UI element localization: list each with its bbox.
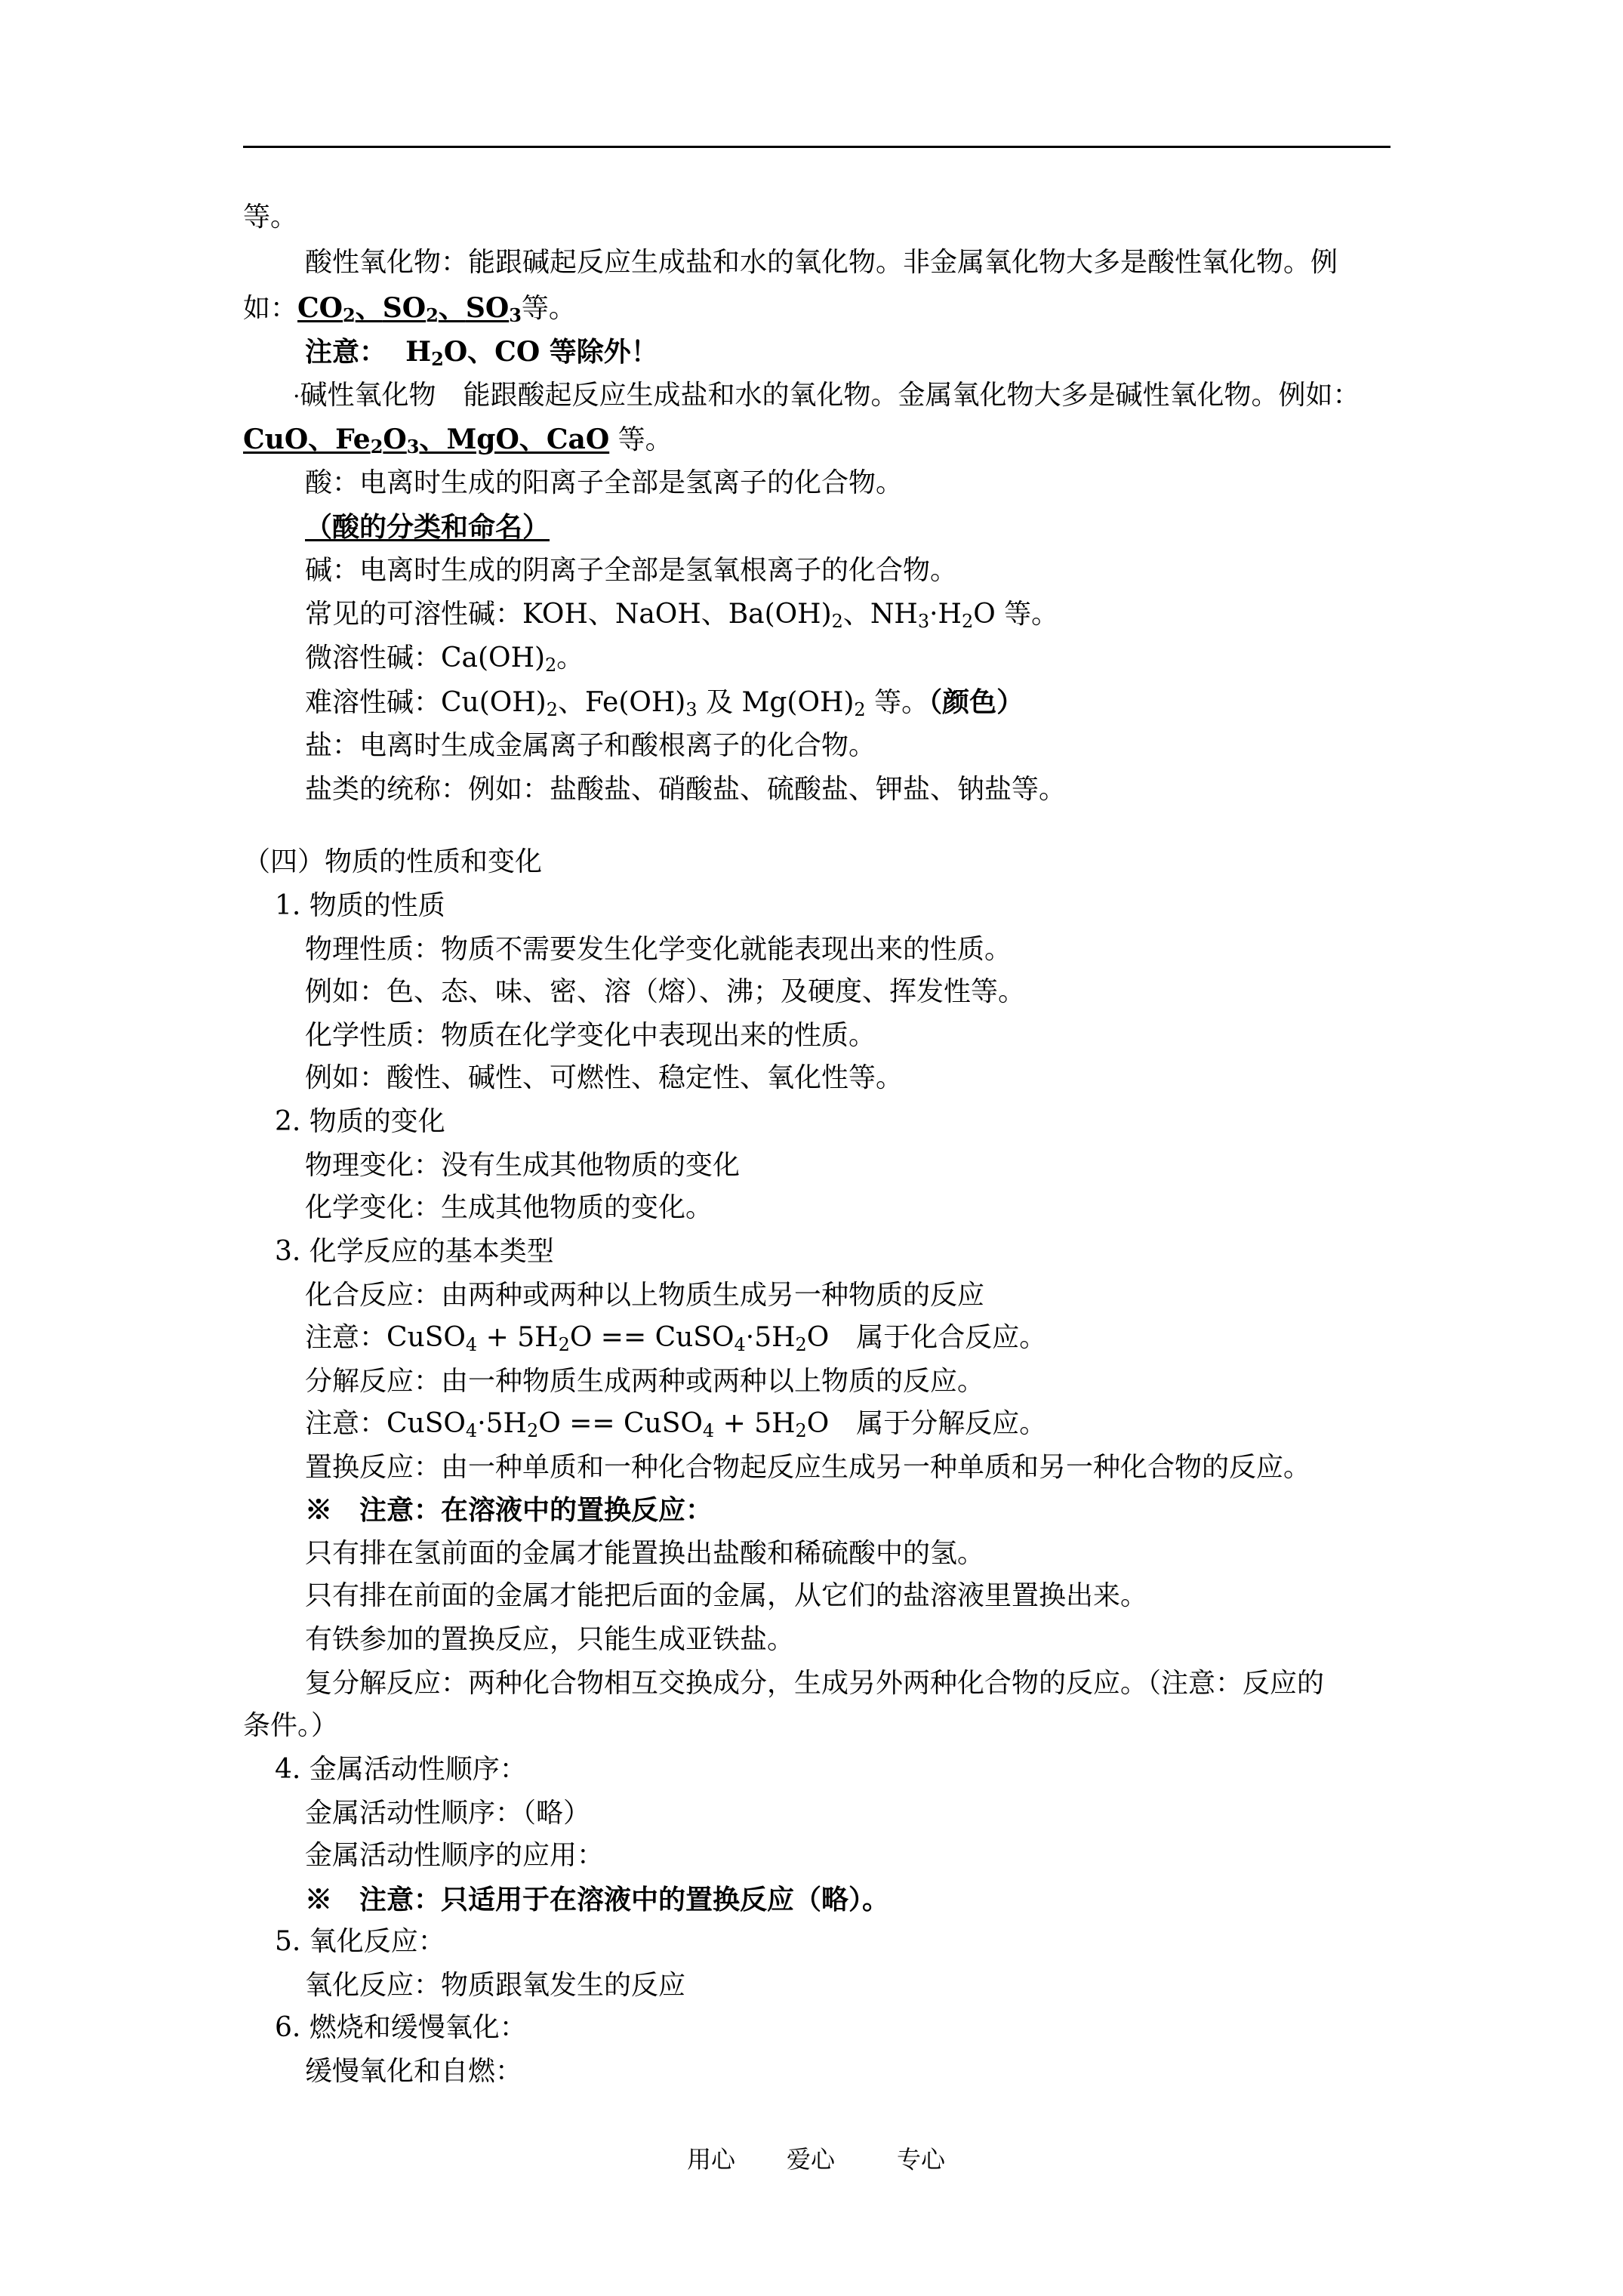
- text-line: ·碱性氧化物 能跟酸起反应生成盐和水的氧化物。金属氧化物大多是碱性氧化物。例如：: [293, 380, 1360, 411]
- text-line: 物理性质：物质不需要发生化学变化就能表现出来的性质。: [305, 934, 1012, 965]
- text-line: 分解反应：由一种物质生成两种或两种以上物质的反应。: [305, 1366, 985, 1397]
- text-line: 复分解反应：两种化合物相互交换成分，生成另外两种化合物的反应。（注意：反应的: [305, 1668, 1325, 1699]
- text-line: 物理变化：没有生成其他物质的变化: [305, 1150, 741, 1181]
- text-line: 盐类的统称：例如：盐酸盐、硝酸盐、硫酸盐、钾盐、钠盐等。: [305, 774, 1067, 805]
- text-line: 金属活动性顺序的应用：: [305, 1840, 605, 1871]
- text-line: 例如：色、态、味、密、溶（熔）、沸；及硬度、挥发性等。: [305, 976, 1026, 1007]
- subsection-heading: 3. 化学反应的基本类型: [275, 1236, 554, 1267]
- text-line: 氧化反应：物质跟氧发生的反应: [305, 1970, 686, 2001]
- text-line: 化合反应：由两种或两种以上物质生成另一种物质的反应: [305, 1280, 985, 1311]
- text-line: 酸性氧化物：能跟碱起反应生成盐和水的氧化物。非金属氧化物大多是酸性氧化物。例: [305, 247, 1338, 278]
- text-line: （酸的分类和命名）: [305, 511, 550, 543]
- text-line: 例如：酸性、碱性、可燃性、稳定性、氧化性等。: [305, 1062, 904, 1093]
- text-line: 难溶性碱：$Cu(OH)_2$、$Fe(OH)_3$ 及 $Mg(OH)_2$ 等。（颜色）: [305, 686, 1024, 720]
- subsection-heading: 4. 金属活动性顺序：: [275, 1754, 527, 1785]
- text-line: 金属活动性顺序：（略）: [305, 1798, 591, 1829]
- text-line: 盐：电离时生成金属离子和酸根离子的化合物。: [305, 730, 876, 761]
- footer-text-b: 爱心: [787, 2145, 836, 2174]
- subsection-heading: 5. 氧化反应：: [275, 1926, 445, 1957]
- text-line: 酸：电离时生成的阳离子全部是氢离子的化合物。: [305, 467, 904, 498]
- text-line: 化学变化：生成其他物质的变化。: [305, 1192, 713, 1223]
- text-line: 微溶性碱：$Ca(OH)_2$。: [305, 643, 584, 676]
- footer-text-c: 专心: [897, 2145, 946, 2174]
- text-line: 化学性质：物质在化学变化中表现出来的性质。: [305, 1020, 876, 1051]
- note-line: ※ 注意：只适用于在溶液中的置换反应（略）。: [305, 1884, 890, 1915]
- subsection-heading: 6. 燃烧和缓慢氧化：: [275, 2012, 527, 2043]
- text-line: 有铁参加的置换反应，只能生成亚铁盐。: [305, 1624, 795, 1655]
- header-rule: [243, 146, 1390, 148]
- subsection-heading: 1. 物质的性质: [275, 890, 445, 921]
- text-line: 只有排在前面的金属才能把后面的金属，从它们的盐溶液里置换出来。: [305, 1580, 1148, 1611]
- section-heading: （四）物质的性质和变化: [243, 846, 543, 877]
- text-line: 如：$CO_2$、$SO_2$、$SO_3$等。: [243, 292, 576, 326]
- subsection-heading: 2. 物质的变化: [275, 1106, 445, 1137]
- footer-text-a: 用心: [687, 2145, 736, 2174]
- text-line: 注意：CuSO$_4$ + $5H_2O$ == $CuSO_4\cdot 5H_2O$ 属于化合反应。: [305, 1322, 1047, 1355]
- text-line: CuO、$Fe_2O_3$、MgO、CaO 等。: [243, 424, 673, 458]
- text-line: 注意： $H_2O$、CO 等除外！: [305, 336, 658, 370]
- note-line: ※ 注意：在溶液中的置换反应：: [305, 1494, 713, 1526]
- text-line: 缓慢氧化和自燃：: [305, 2056, 523, 2087]
- text-line: 只有排在氢前面的金属才能置换出盐酸和稀硫酸中的氢。: [305, 1538, 985, 1569]
- text-line: 条件。）: [243, 1710, 339, 1741]
- text-line: 常见的可溶性碱：KOH、NaOH、$Ba(OH)_2$、$NH_3\cdot H_2O$ 等。: [305, 599, 1059, 632]
- text-line: 碱：电离时生成的阴离子全部是氢氧根离子的化合物。: [305, 555, 958, 586]
- text-line: 注意：$CuSO_4\cdot 5H_2O$ == CuSO$_4$ + $5H_2O$ 属于分解反应。: [305, 1408, 1047, 1441]
- text-line: 置换反应：由一种单质和一种化合物起反应生成另一种单质和另一种化合物的反应。: [305, 1452, 1311, 1483]
- text-line: 等。: [243, 202, 298, 233]
